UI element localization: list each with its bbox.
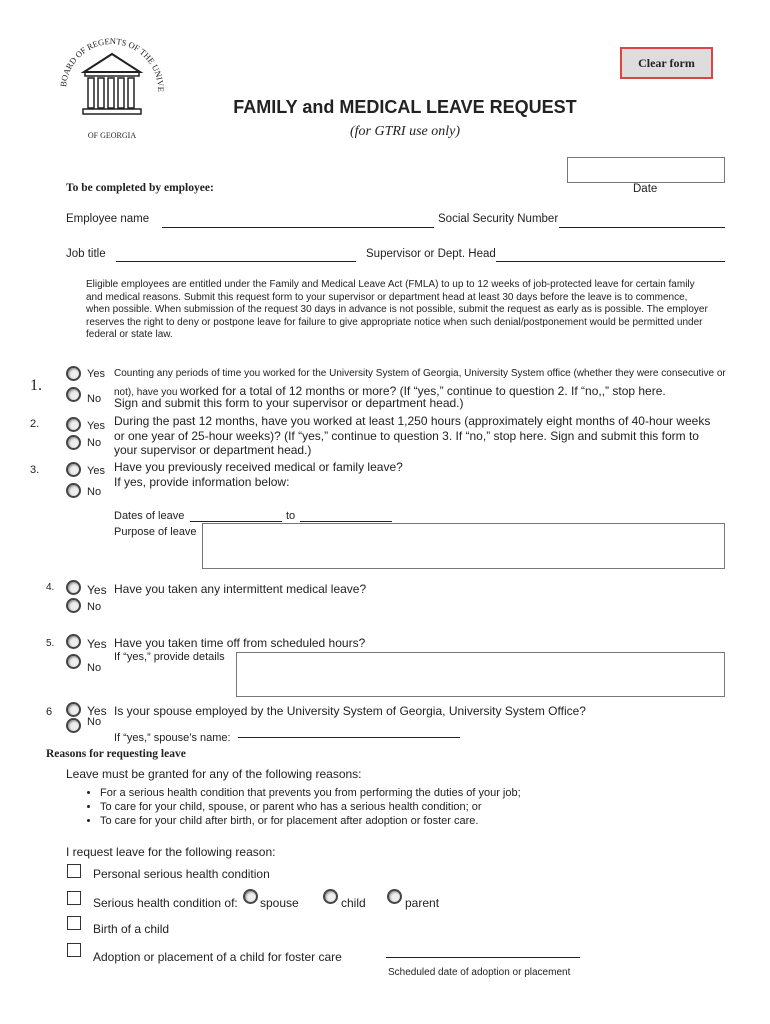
child-label: child xyxy=(341,896,366,910)
q3-number: 3. xyxy=(30,464,40,476)
q1-no-radio[interactable] xyxy=(66,387,81,402)
reasons-intro: Leave must be granted for any of the following reasons: xyxy=(66,767,362,781)
q2-no-label: No xyxy=(87,437,102,449)
q6-no-radio[interactable] xyxy=(66,718,81,733)
form-title: FAMILY and MEDICAL LEAVE REQUEST xyxy=(233,97,577,117)
q4-number: 4. xyxy=(46,582,55,593)
q1-number: 1. xyxy=(30,377,42,394)
q4-no-label: No xyxy=(87,601,102,613)
university-seal-logo xyxy=(52,20,172,145)
q5-number: 5. xyxy=(46,638,55,649)
adoption-checkbox[interactable] xyxy=(67,943,81,957)
svg-text:BOARD OF REGENTS OF THE UNIVER: BOARD OF REGENTS OF THE UNIVE xyxy=(58,35,167,92)
q4-yes-label: Yes xyxy=(87,583,107,597)
q6-text: Is your spouse employed by the University System of Georgia, University System Office? xyxy=(114,704,586,718)
q4-text: Have you taken any intermittent medical leave? xyxy=(114,582,367,596)
request-reason-label: I request leave for the following reason: xyxy=(66,845,276,859)
to-be-completed-heading: To be completed by employee: xyxy=(66,182,214,194)
q6-yes-radio[interactable] xyxy=(66,702,81,717)
reasons-heading: Reasons for requesting leave xyxy=(46,748,186,760)
dates-of-leave-to-input[interactable] xyxy=(300,521,392,522)
q1-text-line3: Sign and submit this form to your supervisor or department head.) xyxy=(114,396,464,410)
scheduled-date-input[interactable] xyxy=(386,957,580,958)
q3-text-line1: Have you previously received medical or family leave? xyxy=(114,460,403,474)
q1-text-line2b: worked for a total of 12 months or more? (If “yes,” continue to question 2. If “no,,” stop here. xyxy=(180,384,666,398)
personal-health-label: Personal serious health condition xyxy=(93,867,270,881)
supervisor-input[interactable] xyxy=(496,261,725,262)
dates-of-leave-to-label: to xyxy=(286,510,296,522)
child-radio[interactable] xyxy=(323,889,338,904)
parent-radio[interactable] xyxy=(387,889,402,904)
q5-yes-label: Yes xyxy=(87,637,107,651)
q3-text-line2: If yes, provide information below: xyxy=(114,475,290,489)
spouse-name-label: If “yes,” spouse’s name: xyxy=(114,732,231,744)
q5-details-input[interactable] xyxy=(236,652,725,697)
q4-no-radio[interactable] xyxy=(66,598,81,613)
reasons-bullet: • For a serious health condition that prevents you from performing the duties of your job; xyxy=(100,786,726,800)
q2-no-radio[interactable] xyxy=(66,435,81,450)
fmla-intro-paragraph: Eligible employees are entitled under the Family and Medical Leave Act (FMLA) to up to 12 weeks of job-protected leave for certain family and medical reasons. Submit this request form to your supervisor or department head at least 30 days before the leave is to commence, when possible. When submission of the request 30 days in advance is not possible, submit the request as early as is possible. The employer reserves the right to deny or postpone leave for failure to give appropriate notice when such denial/postponement would be permitted under federal or state law. xyxy=(86,279,708,340)
parent-label: parent xyxy=(405,896,440,910)
reasons-bullet: • To care for your child after birth, or for placement after adoption or foster care. xyxy=(100,814,726,828)
job-title-input[interactable] xyxy=(116,261,356,262)
q6-number: 6 xyxy=(46,706,53,718)
spouse-label: spouse xyxy=(260,896,299,910)
employee-name-input[interactable] xyxy=(162,227,434,228)
scheduled-date-label: Scheduled date of adoption or placement xyxy=(388,967,571,978)
adoption-label: Adoption or placement of a child for foster care xyxy=(93,950,342,964)
q2-number: 2. xyxy=(30,418,40,430)
personal-health-checkbox[interactable] xyxy=(67,864,81,878)
q5-yes-radio[interactable] xyxy=(66,634,81,649)
purpose-of-leave-input[interactable] xyxy=(202,523,725,569)
q6-no-label: No xyxy=(87,716,102,728)
q3-no-radio[interactable] xyxy=(66,483,81,498)
q1-yes-radio[interactable] xyxy=(66,366,81,381)
q3-no-label: No xyxy=(87,486,102,498)
serious-health-checkbox[interactable] xyxy=(67,891,81,905)
date-input[interactable] xyxy=(567,157,725,183)
spouse-radio[interactable] xyxy=(243,889,258,904)
q6-yes-label: Yes xyxy=(87,704,107,718)
birth-of-child-label: Birth of a child xyxy=(93,922,170,936)
employee-name-label: Employee name xyxy=(66,213,150,225)
q2-text: During the past 12 months, have you worked at least 1,250 hours (approximately eight months of 40-hour weeks or one year of 25-hour weeks)? (If “yes,” continue to question 3. If “no,” stop here. Sign and submit this form to your supervisor or department head.) xyxy=(114,414,711,457)
ssn-label: Social Security Number xyxy=(438,213,559,225)
q3-yes-radio[interactable] xyxy=(66,462,81,477)
q3-yes-label: Yes xyxy=(87,465,105,477)
birth-of-child-checkbox[interactable] xyxy=(67,916,81,930)
q5-no-radio[interactable] xyxy=(66,654,81,669)
clear-form-button[interactable]: Clear form xyxy=(620,47,713,79)
serious-health-label: Serious health condition of: xyxy=(93,896,238,910)
dates-of-leave-from-input[interactable] xyxy=(190,521,282,522)
form-subtitle: (for GTRI use only) xyxy=(349,124,461,139)
purpose-of-leave-label: Purpose of leave xyxy=(114,526,197,538)
ssn-input[interactable] xyxy=(559,227,725,228)
reasons-bullet: • To care for your child, spouse, or parent who has a serious health condition; or xyxy=(100,800,726,814)
q1-text-line2a: not), have you xyxy=(114,387,181,398)
q1-text-line1: Counting any periods of time you worked for the University System of Georgia, University System office (whether they were consecutive or xyxy=(114,368,726,379)
q2-yes-radio[interactable] xyxy=(66,417,81,432)
q1-yes-label: Yes xyxy=(87,368,105,380)
dates-of-leave-label: Dates of leave xyxy=(114,510,185,522)
date-label: Date xyxy=(633,183,658,195)
supervisor-label: Supervisor or Dept. Head xyxy=(366,248,496,260)
q5-text: Have you taken time off from scheduled hours? xyxy=(114,636,366,650)
job-title-label: Job title xyxy=(66,248,106,260)
q1-no-label: No xyxy=(87,393,102,405)
q4-yes-radio[interactable] xyxy=(66,580,81,595)
q2-yes-label: Yes xyxy=(87,420,105,432)
spouse-name-input[interactable] xyxy=(238,737,460,738)
svg-text:OF GEORGIA: OF GEORGIA xyxy=(87,131,137,140)
q5-details-label: If “yes,” provide details xyxy=(114,651,225,663)
reasons-bullet-list xyxy=(86,786,726,828)
q5-no-label: No xyxy=(87,662,102,674)
